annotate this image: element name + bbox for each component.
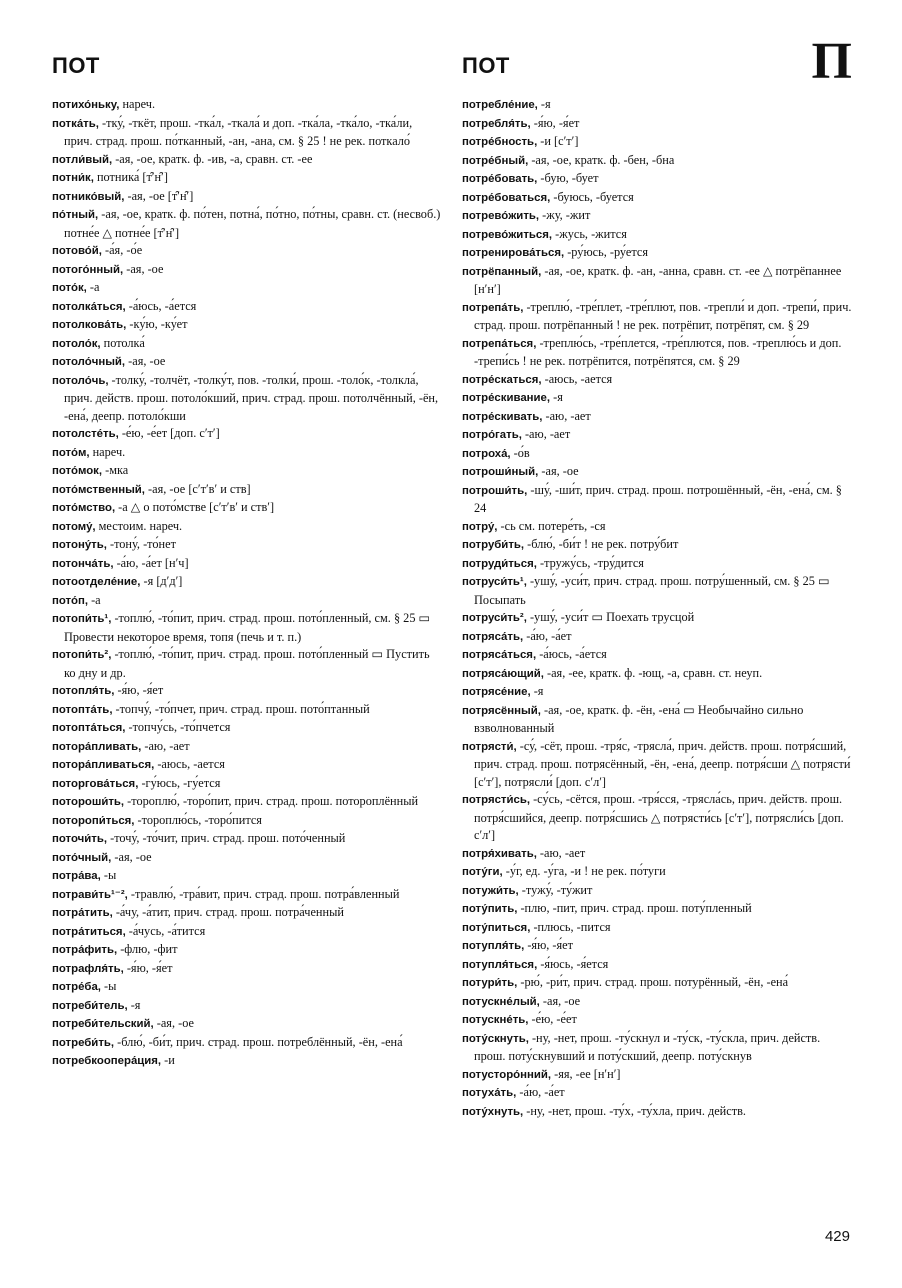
dictionary-entry [462,482,852,518]
entry-headword: поту́скнуть, [462,1032,529,1045]
dictionary-entry [462,1103,852,1122]
entry-headword: потра́ва, [52,870,101,882]
entry-headword: потолсте́ть, [52,428,119,440]
dictionary-entry [52,978,442,997]
entry-headword: пото́м, [52,446,90,459]
dictionary-entry [52,316,442,335]
dictionary-entry [462,628,852,647]
dictionary-entry [462,1066,852,1085]
entry-headword: потряса́ть, [462,630,524,643]
dictionary-entry [462,882,852,901]
dictionary-entry [462,974,852,993]
entry-headword: потолкова́ть, [52,319,127,331]
entry-headword: потребле́ние, [462,99,538,111]
entry-forms: -о́в [510,445,530,460]
entry-headword: потоло́к, [52,337,101,350]
entry-headword: пото́п, [52,594,88,607]
entry-forms: -ы [100,979,117,993]
entry-headword: потра́фить, [52,944,118,956]
dictionary-entry [462,919,852,938]
dictionary-entry [52,298,442,317]
entry-headword: потоло́чь, [52,374,109,387]
entry-headword: потре́скивание, [462,392,551,404]
dictionary-entry [52,592,442,611]
dictionary-entry [52,960,442,979]
section-letter: П [811,33,852,90]
entry-headword: потрепа́ть, [462,301,524,314]
entry-headword: потрясти́, [462,740,517,753]
entry-headword: потребля́ть, [462,117,531,130]
dictionary-entry [52,867,442,886]
dictionary-entry [52,886,442,905]
entry-headword: потреби́тельский, [52,1018,154,1030]
entry-headword: потого́нный, [52,263,124,276]
entry-forms: -ну, -нет, прош. -ту́скнул и -ту́ск, -ту́скла, прич. действ. прош. поту́скнувший и поту́скший, деепр. поту́скнув [474,1030,821,1063]
entry-headword: потрево́жить, [462,210,540,222]
entry-headword: потреби́тель, [52,999,128,1012]
right-column [462,96,852,1121]
entry-headword: потихо́ньку, [52,99,120,111]
entry-headword: пото́мственный, [52,483,145,496]
entry-headword: потре́боваться, [462,191,551,204]
entry-headword: пото́чный, [52,851,112,864]
entry-headword: потро́гать, [462,429,522,441]
dictionary-entry [462,1030,852,1066]
entry-forms: -аюсь, -ается [154,757,225,771]
entry-headword: потупля́ть, [462,940,525,952]
dictionary-entry [462,133,852,152]
entry-forms: -а́ю, -а́ет [нʹч] [113,555,189,570]
dictionary-entry [52,941,442,960]
entry-headword: пото́к, [52,282,87,294]
entry-headword: потопля́ть, [52,685,115,697]
entry-headword: потни́к, [52,172,94,184]
dictionary-entry [52,682,442,701]
dictionary-entry [52,1015,442,1034]
entry-forms: -я [550,390,563,404]
entry-forms: -ая, -ое [538,464,579,478]
entry-headword: потре́скивать, [462,410,543,423]
entry-headword: потолка́ться, [52,300,126,313]
entry-headword: потово́й, [52,245,102,257]
entry-forms: -ая, -ое [111,849,152,864]
entry-forms: -рю́, -ри́т, прич. страд. прош. потурённый, -ён, -ена́ [517,975,789,989]
dictionary-entry [52,536,442,555]
dictionary-entry [52,481,442,500]
entry-headword: потрясённый, [462,704,541,717]
entry-forms: -ая, -ое [сʹтʹвʹ и ств] [144,481,251,496]
dictionary-entry [462,463,852,482]
dictionary-entry [462,573,852,609]
dictionary-entry [462,555,852,574]
entry-forms: -я́ю, -я́ет [524,938,574,952]
entry-forms: -тку́, -ткёт, прош. -тка́л, -ткала́ и доп. -тка́ла, -тка́ло, -тка́ли, прич. страд. прош. по́тканный, -ан, -ана, см. § 25 ! не рек. поткало́ [64,115,413,148]
dictionary-entry [52,279,442,298]
dictionary-entry [462,1084,852,1103]
entry-forms: -а́ю, -а́ет [523,628,572,643]
entry-forms: -су́сь, -сётся, прош. -тря́сся, -трясла́сь, прич. действ. прош. потря́сшийся, деепр. потря́сшись △ потрясти́сь [сʹтʹ], потрясли́сь [доп. сʹлʹ] [474,792,844,842]
dictionary-entry [52,206,442,242]
entry-forms: -я [530,684,544,698]
dictionary-entry [52,830,442,849]
entry-headword: потора́пливаться, [52,759,155,771]
entry-forms: -блю́, -би́т ! не рек. потру́бит [524,537,679,551]
dictionary-entry [52,904,442,923]
dictionary-entry [462,244,852,263]
entry-forms: -ая, -ее, кратк. ф. -ющ, -а, сравн. ст. неуп. [543,665,763,680]
entry-forms: потолка́ [100,335,145,350]
entry-forms: -ушу́, -уси́т, прич. страд. прош. потру́шенный, см. § 25 ▭ Посыпать [474,574,830,607]
running-head-left: ПОТ [52,53,100,78]
entry-headword: потужи́ть, [462,884,519,897]
entry-headword: потроха́, [462,447,511,460]
entry-headword: потопи́ть², [52,649,112,661]
entry-headword: поту́питься, [462,921,531,934]
entry-headword: потруси́ть¹, [462,576,527,588]
dictionary-entry [462,609,852,628]
entry-headword: потре́скаться, [462,373,542,386]
entry-forms: -я́ю, -я́ет [530,115,580,130]
entry-headword: поточи́ть, [52,833,108,845]
entry-headword: потрясти́сь, [462,794,531,806]
entry-headword: потря́хивать, [462,847,537,860]
entry-forms: -е́ю, -е́ет [доп. сʹтʹ] [118,426,220,440]
entry-headword: потре́бность, [462,136,538,148]
entry-headword: потрафля́ть, [52,962,124,975]
entry-headword: потли́вый, [52,153,113,166]
entry-headword: потрясе́ние, [462,686,531,698]
entry-forms: -топчу́, -то́пчет, прич. страд. прош. пото́птанный [112,701,370,716]
entry-headword: потопи́ть¹, [52,613,112,625]
dictionary-entry [462,152,852,171]
page-number: 429 [824,1228,850,1245]
entry-forms: -гу́юсь, -гу́ется [138,775,221,790]
entry-headword: пото́мство, [52,502,116,514]
entry-forms: -ая, -ое, кратк. ф. -бен, -бна [528,152,675,167]
entry-headword: потускне́лый, [462,995,540,1008]
entry-forms: -ы [100,868,117,882]
entry-headword: потруби́ть, [462,539,525,551]
dictionary-entry [462,408,852,427]
dictionary-entry [462,96,852,115]
dictionary-entry [462,263,852,299]
dictionary-entry [462,863,852,882]
entry-forms: -тужу́, -ту́жит [518,882,593,897]
entry-forms: -точу́, -то́чит, прич. страд. прош. пото́ченный [107,831,346,845]
entry-forms: -ая, -ое [125,354,166,368]
dictionary-entry [52,923,442,942]
entry-forms: -треплю́, -тре́плет, -тре́плют, пов. -трепли́ и доп. -трепи́, прич. страд. прош. потрёпанный ! не рек. потрёпит, потрёпят, см. § 29 [474,299,852,332]
entry-forms: -а́чу, -а́тит, прич. страд. прош. потра́ченный [112,905,344,919]
entry-forms: -толку́, -толчёт, -толку́т, пов. -толки́, прош. -толо́к, -толкла́, прич. действ. прош. потоло́кший, прич. страд. прош. потолчённый, -ён, -ена́, деепр. потоло́кши [64,372,439,423]
entry-headword: потра́тить, [52,907,113,919]
dictionary-entry [462,426,852,445]
entry-headword: потускне́ть, [462,1014,529,1026]
entry-forms: -я [дʹдʹ] [140,574,183,588]
dictionary-entry [462,226,852,245]
entry-forms: -а [86,280,100,294]
entry-forms: -и [сʹтʹ] [537,134,579,148]
entry-headword: поту́ги, [462,866,503,878]
entry-headword: по́тный, [52,209,99,221]
entry-forms: -тороплю́, -торо́пит, прич. страд. прош. потороплённый [124,794,419,808]
dictionary-entry [52,425,442,444]
dictionary-entry [52,610,442,646]
entry-forms: -флю, -фит [117,942,178,956]
entry-forms: -а́ю, -а́ет [516,1085,565,1099]
dictionary-entry [52,96,442,115]
dictionary-entry [52,793,442,812]
entry-forms: -тону́, -то́нет [106,537,176,551]
entry-forms: -аю, -ает [536,845,586,860]
dictionary-entry [52,335,442,354]
entry-headword: потребкоопера́ция, [52,1055,162,1067]
entry-forms: -а́я, -о́е [101,243,143,257]
entry-headword: потопта́ть, [52,703,113,716]
entry-forms: -у́г, ед. -у́га, -и ! не рек. по́туги [502,864,666,878]
entry-forms: -буюсь, -буется [550,189,634,204]
dictionary-entry [462,299,852,335]
entry-forms: -треплю́сь, -тре́плется, -тре́плются, пов. -треплю́сь и доп. -трепи́сь ! не рек. потрёпится, потрёпятся, см. § 29 [474,335,842,368]
dictionary-entry [462,900,852,919]
entry-headword: поторопи́ться, [52,814,135,827]
dictionary-entry [462,993,852,1012]
entry-forms: -и [161,1053,175,1067]
entry-headword: потоотделе́ние, [52,576,141,588]
entry-forms: -жусь, -жится [552,226,627,241]
dictionary-entry [462,665,852,684]
entry-headword: потороши́ть, [52,796,125,808]
entry-forms: -мка [102,463,129,477]
entry-forms: -аю, -ает [542,408,591,423]
entry-forms: -ну, -нет, прош. -ту́х, -ту́хла, прич. действ. [523,1103,746,1118]
entry-headword: поту́хнуть, [462,1105,524,1118]
dictionary-entry [52,151,442,170]
entry-forms: -топчу́сь, -то́пчется [125,720,231,734]
entry-forms: -ру́юсь, -ру́ется [564,245,649,259]
dictionary-entry [52,444,442,463]
entry-headword: потруси́ть², [462,612,527,624]
dictionary-entry [462,536,852,555]
dictionary-entry [52,775,442,794]
entry-forms: -я́ю, -я́ет [123,960,173,975]
dictionary-entry [52,499,442,518]
entry-forms: -травлю́, -тра́вит, прич. страд. прош. потра́вленный [127,886,400,901]
dictionary-entry [462,1011,852,1030]
entry-headword: потка́ть, [52,117,99,130]
entry-forms: -тружу́сь, -тру́дится [536,555,644,570]
entry-forms: -жу, -жит [539,208,591,222]
entry-headword: потре́бный, [462,154,529,167]
entry-headword: потрёпанный, [462,265,542,278]
entry-headword: потреби́ть, [52,1036,115,1049]
entry-forms: -е́ю, -е́ет [528,1012,577,1026]
running-head-right: ПОТ [462,53,510,78]
dictionary-entry [52,372,442,426]
entry-headword: потопта́ться, [52,722,126,734]
entry-headword: потону́ть, [52,539,107,551]
entry-forms: -ая, -ое [539,993,581,1008]
entry-forms: -а △ о пото́мстве [сʹтʹвʹ и ствʹ] [115,500,275,514]
dictionary-entry [462,646,852,665]
entry-headword: потусторо́нний, [462,1068,552,1081]
entry-forms: нареч. [89,444,126,459]
entry-headword: потренирова́ться, [462,247,565,259]
left-column [52,96,442,1071]
dictionary-entry [462,170,852,189]
dictionary-entry [462,937,852,956]
entry-headword: поту́пить, [462,903,518,915]
entry-forms: -ая, -ое, кратк. ф. -ив, -а, сравн. ст. -ее [112,151,313,166]
entry-forms: -ку́ю, -ку́ет [126,317,188,331]
entry-forms: -су́, -сёт, прош. -тря́с, -трясла́, прич. действ. прош. потря́сший, прич. страд. прош. потрясённый, -ён, -ена́, деепр. потря́сши △ потрясти́ [сʹтʹ], потрясли́ [доп. сʹлʹ] [474,738,851,789]
entry-headword: потруди́ться, [462,557,537,570]
dictionary-entry [462,683,852,702]
entry-forms: -ушу́, -уси́т ▭ Поехать трусцой [526,610,695,624]
entry-forms: потника́ [т̑ʹн̑ʹ] [93,170,168,184]
entry-forms: -аю, -ает [141,738,190,753]
entry-forms: -я́ю, -я́ет [114,683,164,697]
dictionary-entry [52,738,442,757]
entry-forms: -ая, -ое, кратк. ф. -ён, -ена́ ▭ Необычайно сильно взволнованный [474,702,804,735]
entry-headword: потупля́ться, [462,958,538,971]
entry-headword: потроши́ный, [462,466,539,478]
entry-headword: потряса́ться, [462,649,537,661]
entry-forms: нареч. [119,97,156,111]
entry-forms: -бую, -бует [537,171,599,185]
dictionary-entry [462,518,852,537]
dictionary-entry [462,371,852,390]
dictionary-entry [52,1052,442,1071]
dictionary-entry [52,353,442,372]
dictionary-entry [52,261,442,280]
entry-forms: местоим. нареч. [95,518,183,533]
entry-headword: потури́ть, [462,977,518,989]
entry-headword: потуха́ть, [462,1087,517,1099]
entry-forms: -аюсь, -ается [541,371,613,386]
entry-forms: -ая, -ое, кратк. ф. -ан, -анна, сравн. ст. -ее △ потрёпаннее [нʹнʹ] [474,263,842,296]
dictionary-entry [52,188,442,207]
entry-forms: -я́юсь, -я́ется [537,956,609,971]
entry-forms: -блю́, -би́т, прич. страд. прош. потреблённый, -ён, -ена́ [114,1034,403,1049]
entry-forms: -сь см. потере́ть, -ся [497,518,606,533]
dictionary-entry [462,207,852,226]
entry-forms: -топлю́, -то́пит, прич. страд. прош. пото́пленный ▭ Пустить ко дну и др. [64,647,430,680]
dictionary-entry [462,189,852,208]
entry-forms: -ая, -ое [т̑ʹн̑ʹ] [124,188,194,203]
entry-headword: потому́, [52,520,96,533]
dictionary-entry [52,115,442,151]
entry-forms: -шу́, -ши́т, прич. страд. прош. потрошённый, -ён, -ена́, см. § 24 [474,482,842,515]
dictionary-entry [52,812,442,831]
entry-forms: -плю, -пит, прич. страд. прош. поту́пленный [517,901,752,915]
dictionary-entry [52,997,442,1016]
entry-headword: потрави́ть¹⁻², [52,888,128,901]
dictionary-entry [462,335,852,371]
dictionary-entry [52,573,442,592]
dictionary-entry [52,646,442,682]
entry-headword: потонча́ть, [52,557,114,570]
entry-headword: потнико́вый, [52,190,125,203]
entry-forms: -я [127,997,141,1012]
entry-headword: потре́бовать, [462,173,538,185]
dictionary-entry [52,462,442,481]
dictionary-entry [462,702,852,738]
entry-headword: потра́титься, [52,925,126,938]
entry-forms: -плюсь, -пится [530,919,611,934]
dictionary-entry [52,701,442,720]
dictionary-entry [462,389,852,408]
entry-forms: -а́чусь, -а́тится [125,923,206,938]
entry-headword: потрепа́ться, [462,337,537,350]
dictionary-entry [52,242,442,261]
entry-headword: потряса́ющий, [462,667,544,680]
entry-headword: поторгова́ться, [52,777,139,790]
dictionary-entry [52,756,442,775]
dictionary-entry [52,849,442,868]
dictionary-entry [462,738,852,792]
entry-forms: -ая, -ое [123,261,164,276]
dictionary-entry [462,115,852,134]
dictionary-entry [462,791,852,845]
entry-forms: -а́юсь, -а́ется [125,298,197,313]
dictionary-entry [462,445,852,464]
entry-headword: пото́мок, [52,465,103,477]
dictionary-entry [52,719,442,738]
dictionary-entry [462,845,852,864]
entry-headword: потоло́чный, [52,356,126,368]
entry-forms: -топлю́, -то́пит, прич. страд. прош. пото́пленный, см. § 25 ▭ Провести некоторое время, топя (печь и т. п.) [64,611,431,644]
dictionary-entry [52,555,442,574]
entry-headword: потру́, [462,520,498,533]
entry-forms: -а [88,592,101,607]
entry-headword: потре́ба, [52,981,101,993]
dictionary-entry [52,1034,442,1053]
entry-forms: -ая, -ое [153,1016,194,1030]
dictionary-entry [52,169,442,188]
entry-headword: потроши́ть, [462,484,528,497]
entry-forms: -яя, -ее [нʹнʹ] [551,1066,621,1081]
dictionary-entry [52,518,442,537]
entry-forms: -я [537,97,551,111]
entry-headword: потора́пливать, [52,740,142,753]
entry-forms: -ая, -ое, кратк. ф. по́тен, потна́, по́тно, по́тны, сравн. ст. (несвоб.) потне́е △ потне́е [т̑ʹн̑ʹ] [64,207,441,240]
dictionary-entry [462,956,852,975]
entry-forms: -а́юсь, -а́ется [536,647,607,661]
entry-forms: -тороплю́сь, -торо́пится [134,812,262,827]
entry-forms: -аю, -ает [521,427,571,441]
entry-headword: потрево́житься, [462,228,553,241]
